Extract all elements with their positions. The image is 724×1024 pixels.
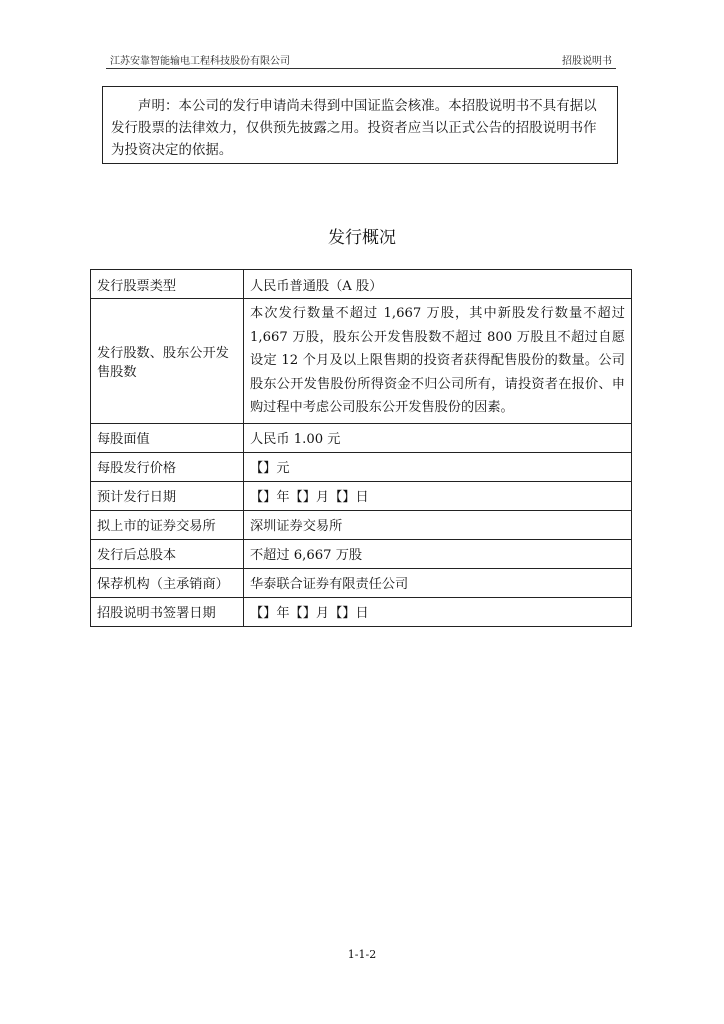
row-label: 招股说明书签署日期 bbox=[91, 597, 244, 626]
company-name: 江苏安靠智能输电工程科技股份有限公司 bbox=[110, 56, 290, 67]
row-value: 【】年【】月【】日 bbox=[244, 597, 632, 626]
row-value: 华泰联合证券有限责任公司 bbox=[244, 568, 632, 597]
row-label: 每股发行价格 bbox=[91, 452, 244, 481]
row-value: 【】元 bbox=[244, 452, 632, 481]
row-label: 发行股票类型 bbox=[91, 270, 244, 299]
table-row bbox=[91, 597, 632, 626]
row-label: 预计发行日期 bbox=[91, 481, 244, 510]
page-number: 1-1-2 bbox=[347, 948, 377, 961]
row-label: 保荐机构（主承销商） bbox=[91, 568, 244, 597]
table-row bbox=[91, 452, 632, 481]
page-header bbox=[106, 50, 616, 69]
row-label: 发行股数、股东公开发售股数 bbox=[91, 299, 244, 424]
table-row bbox=[91, 481, 632, 510]
row-value: 人民币 1.00 元 bbox=[244, 423, 632, 452]
table-row bbox=[91, 299, 632, 424]
row-value: 本次发行数量不超过 1,667 万股，其中新股发行数量不超过 1,667 万股，股东公开发售股数不超过 800 万股且不超过自愿设定 12 个月及以上限售期的投资者获得配售股份的数量。公司股东公开发售股份所得资金不归公司所有，请投资者在报价、申购过程中考虑公司股东公开发售股份的因素。 bbox=[244, 299, 632, 424]
table-row bbox=[91, 423, 632, 452]
disclaimer-text: 声明：本公司的发行申请尚未得到中国证监会核准。本招股说明书不具有据以发行股票的法律效力，仅供预先披露之用。投资者应当以正式公告的招股说明书作为投资决定的依据。 bbox=[111, 99, 597, 158]
row-label: 每股面值 bbox=[91, 423, 244, 452]
table-row bbox=[91, 568, 632, 597]
row-label: 发行后总股本 bbox=[91, 539, 244, 568]
disclaimer-box bbox=[102, 86, 618, 164]
section-title: 发行概况 bbox=[328, 228, 396, 248]
row-label: 拟上市的证券交易所 bbox=[91, 510, 244, 539]
offering-summary-table bbox=[90, 269, 632, 627]
row-value: 人民币普通股（A 股） bbox=[244, 270, 632, 299]
row-value: 【】年【】月【】日 bbox=[244, 481, 632, 510]
table-row bbox=[91, 510, 632, 539]
document-type: 招股说明书 bbox=[562, 56, 612, 67]
table-row bbox=[91, 539, 632, 568]
row-value: 不超过 6,667 万股 bbox=[244, 539, 632, 568]
table-row bbox=[91, 270, 632, 299]
row-value: 深圳证券交易所 bbox=[244, 510, 632, 539]
